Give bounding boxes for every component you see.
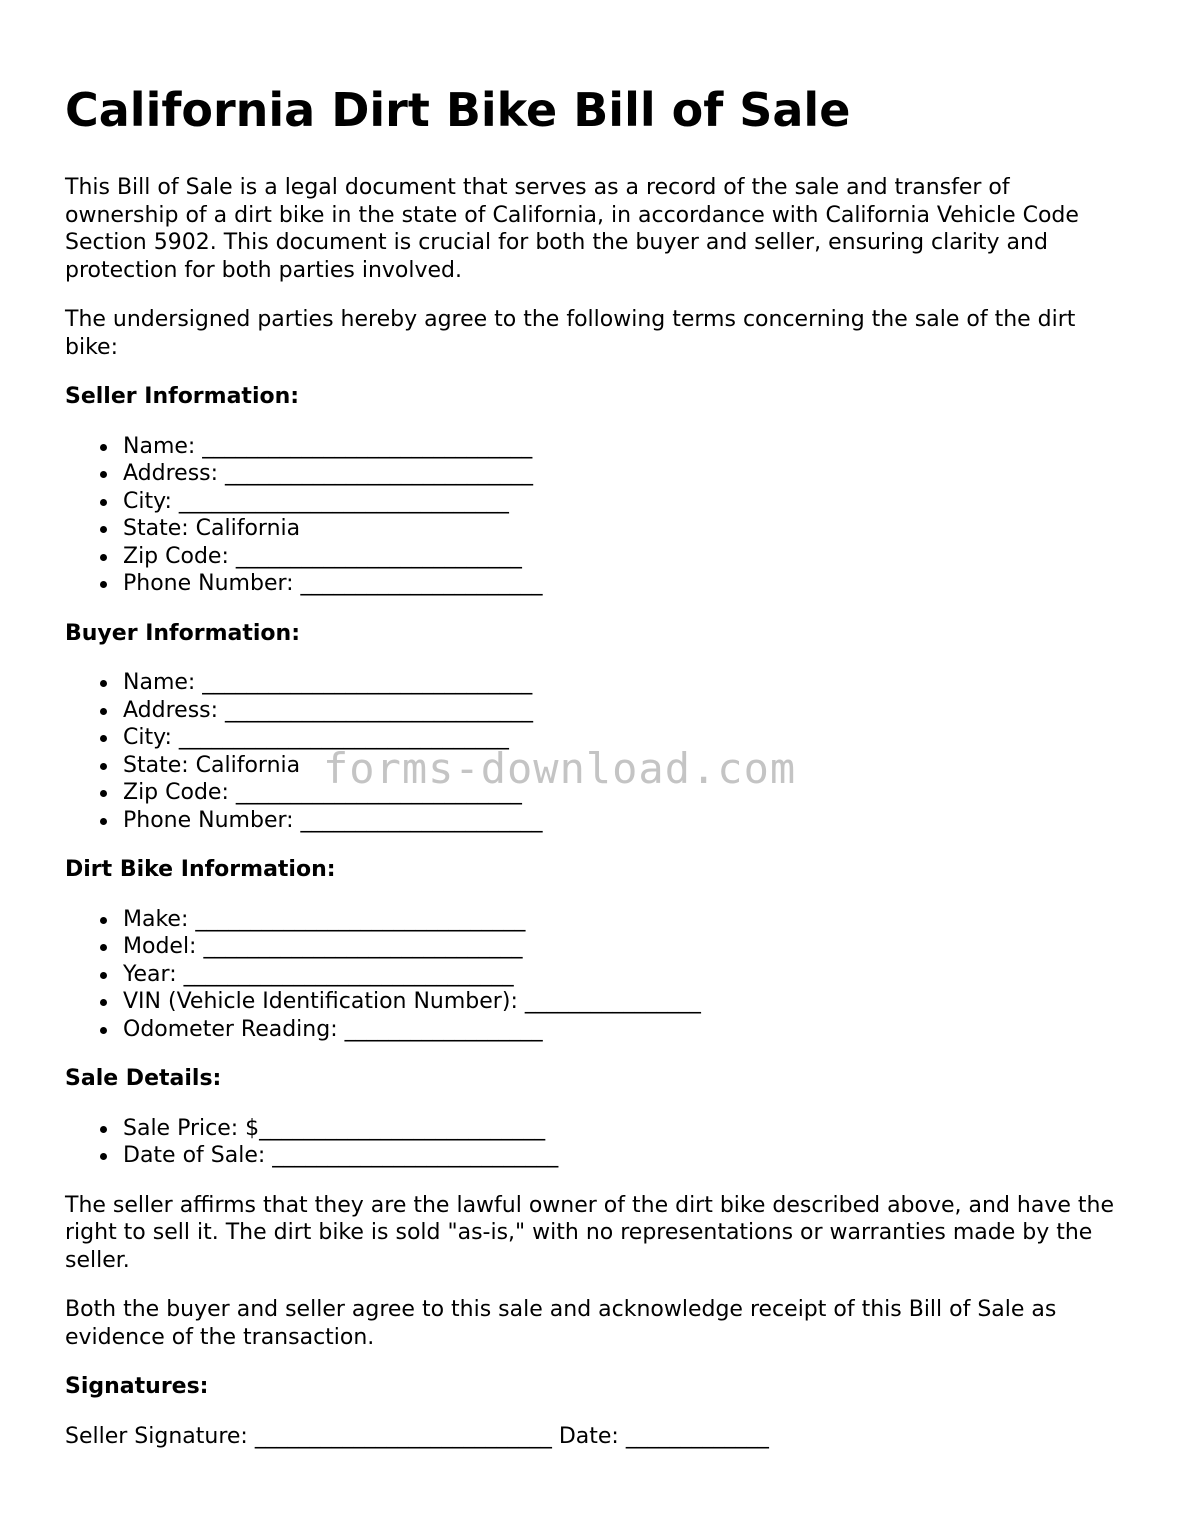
- document-page: [65, 82, 1125, 1450]
- buyer-address-field: Address: ____________________________: [123, 697, 1125, 725]
- seller-name-field: Name: ______________________________: [123, 433, 1125, 461]
- bike-year-field: Year: ______________________________: [123, 961, 1125, 989]
- sale-date-field: Date of Sale: __________________________: [123, 1142, 1125, 1170]
- buyer-name-field: Name: ______________________________: [123, 669, 1125, 697]
- seller-state-field: State: California: [123, 515, 1125, 543]
- bike-odometer-field: Odometer Reading: __________________: [123, 1016, 1125, 1044]
- sale-list: [65, 1115, 1125, 1170]
- seller-list: [65, 433, 1125, 598]
- buyer-zip-field: Zip Code: __________________________: [123, 779, 1125, 807]
- page-title: California Dirt Bike Bill of Sale: [65, 83, 851, 137]
- watermark: forms-download.com: [323, 744, 797, 793]
- buyer-state-field: State: California: [123, 752, 1125, 780]
- buyer-phone-field: Phone Number: ______________________: [123, 807, 1125, 835]
- bike-heading: Dirt Bike Information:: [65, 857, 336, 882]
- seller-city-field: City: ______________________________: [123, 488, 1125, 516]
- bike-make-field: Make: ______________________________: [123, 906, 1125, 934]
- bike-vin-field: VIN (Vehicle Identification Number): ________________: [123, 988, 1125, 1016]
- seller-address-field: Address: ____________________________: [123, 460, 1125, 488]
- sale-heading: Sale Details:: [65, 1066, 222, 1091]
- acknowledgment-paragraph: Both the buyer and seller agree to this sale and acknowledge receipt of this Bill of Sale as evidence of the transaction.: [65, 1297, 1057, 1350]
- affirmation-paragraph: The seller affirms that they are the lawful owner of the dirt bike described above, and have the right to sell it. The dirt bike is sold "as-is," with no representations or warranties made by the seller.: [65, 1192, 1114, 1273]
- sale-price-field: Sale Price: $__________________________: [123, 1115, 1125, 1143]
- buyer-heading: Buyer Information:: [65, 620, 300, 646]
- intro-paragraph: This Bill of Sale is a legal document that serves as a record of the sale and transfer of ownership of a dirt bike in the state of California, in accordance with California Vehicle Code Section 5902. This document is crucial for both the buyer and seller, ensuring clarity and protection for both parties involved.: [65, 175, 1079, 283]
- bike-list: [65, 906, 1125, 1044]
- agreement-paragraph: The undersigned parties hereby agree to the following terms concerning the sale of the dirt bike:: [65, 307, 1076, 360]
- seller-signature-line: Seller Signature: ___________________________ Date: _____________: [65, 1423, 769, 1449]
- bike-model-field: Model: _____________________________: [123, 933, 1125, 961]
- signatures-heading: Signatures:: [65, 1374, 209, 1399]
- seller-heading: Seller Information:: [65, 384, 300, 409]
- seller-phone-field: Phone Number: ______________________: [123, 570, 1125, 598]
- buyer-list: [65, 669, 1125, 834]
- seller-zip-field: Zip Code: __________________________: [123, 543, 1125, 571]
- buyer-city-field: City: ______________________________: [123, 724, 1125, 752]
